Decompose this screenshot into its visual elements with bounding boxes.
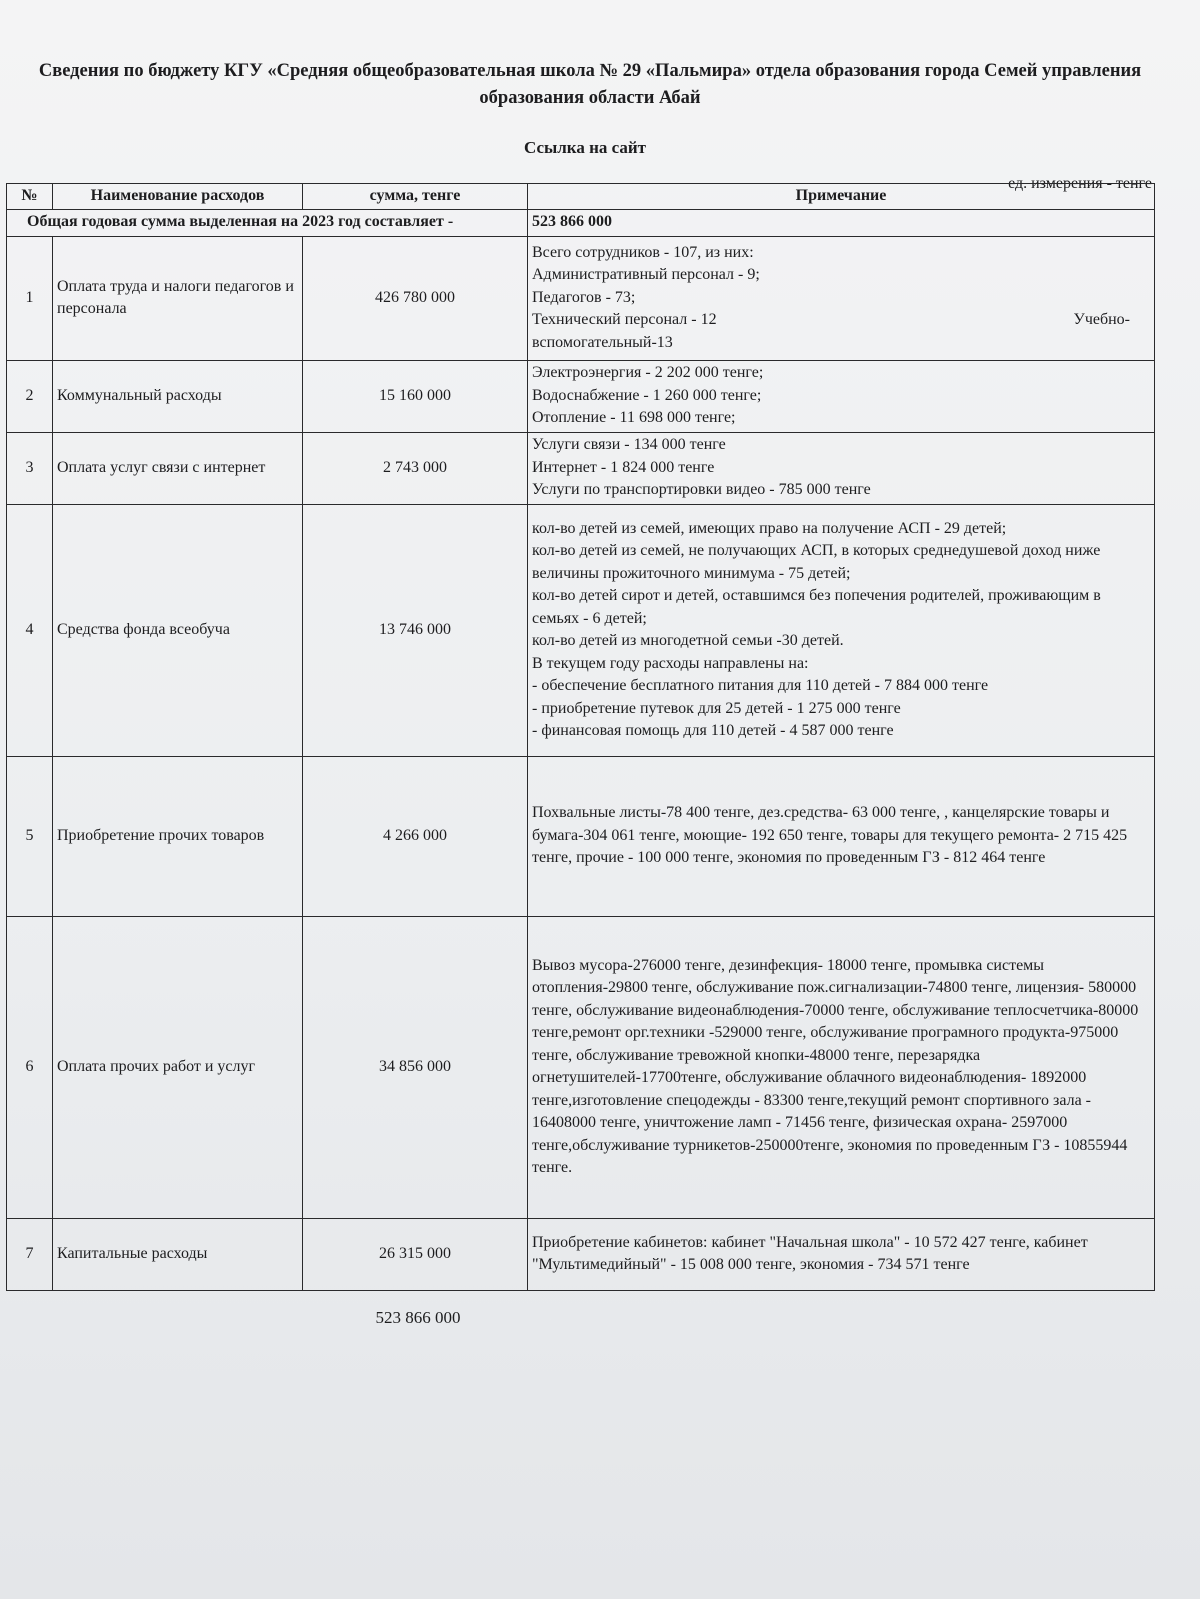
note-line: Вывоз мусора-276000 тенге, дезинфекция- 18000 тенге, промывка системы отопления-29800 тенге, обслуживание пож.сигнализации-74800 тенге, лицензия- 580000 тенге, обслуживание видеонаблюдения-70000 тенге, обслуживание теплосчетчика-80000 тенге,ремонт орг.техники -529000 тенге, обслуживание програмного продукта-975000 тенге, обслуживание тревожной кнопки-48000 тенге, перезарядка огнетушителей-17700тенге, обслуживание облачного видеонаблюдения- 1892000 тенге,изготовление спецодежды - 83300 тенге,текущий ремонт спортивного зала - 16408000 тенге, уничтожение ламп - 71456 тенге, физическая охрана- 2597000 тенге,обслуживание турникетов-250000тенге, экономия по проведенным ГЗ - 10855944 тенге. xyxy=(532,956,1139,1176)
note-line: - финансовая помощь для 110 детей - 4 587 000 тенге xyxy=(532,722,894,739)
note-line: Отопление - 11 698 000 тенге; xyxy=(532,409,736,427)
row-amount: 426 780 000 xyxy=(303,236,528,360)
row-note xyxy=(528,360,1155,432)
note-line: вспомогательный-13 xyxy=(532,333,673,351)
row-number: 2 xyxy=(7,360,53,432)
table-row xyxy=(7,916,1155,1218)
row-amount: 34 856 000 xyxy=(303,916,528,1218)
total-value: 523 866 000 xyxy=(528,209,1155,236)
note-line: Услуги по транспортировки видео - 785 000 тенге xyxy=(532,481,871,499)
note-line: кол-во детей сирот и детей, оставшимся без попечения родителей, проживающим в семьях - 6 детей; xyxy=(532,587,1101,627)
header-note: Примечание xyxy=(528,184,1155,210)
note-line: Похвальные листы-78 400 тенге, дез.средства- 63 000 тенге, , канцелярские товары и бумага-304 061 тенге, моющие- 192 650 тенге, товары для текущего ремонта- 2 715 425 тенге, прочие - 100 000 тенге, экономия по проведенным ГЗ - 812 464 тенге xyxy=(532,804,1128,867)
row-note xyxy=(528,1218,1155,1290)
total-row xyxy=(7,209,1155,236)
note-line-right: Учебно- xyxy=(1073,311,1130,329)
total-label: Общая годовая сумма выделенная на 2023 год составляет - xyxy=(7,209,528,236)
row-note xyxy=(528,236,1155,360)
note-line: Административный персонал - 9; xyxy=(532,266,760,284)
budget-table xyxy=(6,183,1155,1291)
row-number: 5 xyxy=(7,756,53,916)
row-number: 7 xyxy=(7,1218,53,1290)
header-sum: сумма, тенге xyxy=(303,184,528,210)
table-row xyxy=(7,504,1155,756)
row-expense-name: Оплата услуг связи с интернет xyxy=(53,432,303,504)
row-amount: 15 160 000 xyxy=(303,360,528,432)
note-line: Педагогов - 73; xyxy=(532,288,636,306)
table-row xyxy=(7,1218,1155,1290)
grand-total: 523 866 000 xyxy=(375,1308,461,1327)
note-line: Услуги связи - 134 000 тенге xyxy=(532,436,726,454)
row-number: 1 xyxy=(7,236,53,360)
note-line: Приобретение кабинетов: кабинет "Начальная школа" - 10 572 427 тенге, кабинет "Мультимедийный" - 15 008 000 тенге, экономия - 734 571 тенге xyxy=(532,1233,1088,1273)
row-expense-name: Средства фонда всеобуча xyxy=(53,504,303,756)
row-expense-name: Оплата труда и налоги педагогов и персонала xyxy=(53,236,303,360)
table-header xyxy=(7,184,1155,210)
units-label: ед. измерения - тенге xyxy=(1008,175,1152,192)
row-amount: 13 746 000 xyxy=(303,504,528,756)
row-note xyxy=(528,432,1155,504)
note-line: - приобретение путевок для 25 детей - 1 275 000 тенге xyxy=(532,699,901,717)
note-line-text: Технический персонал - 12 xyxy=(532,311,717,329)
budget-rows xyxy=(7,236,1155,1290)
row-note xyxy=(528,504,1155,756)
row-amount: 2 743 000 xyxy=(303,432,528,504)
note-line: кол-во детей из семей, не получающих АСП, в которых среднедушевой доход ниже величины прожиточного минимума - 75 детей; xyxy=(532,542,1101,582)
note-line: В текущем году расходы направлены на: xyxy=(532,654,809,672)
site-link[interactable]: Ссылка на сайт xyxy=(523,138,647,157)
note-line: кол-во детей из многодетной семьи -30 детей. xyxy=(532,632,844,649)
row-expense-name: Коммунальный расходы xyxy=(53,360,303,432)
note-line: - обеспечение бесплатного питания для 110 детей - 7 884 000 тенге xyxy=(532,677,989,694)
row-number: 4 xyxy=(7,504,53,756)
row-number: 3 xyxy=(7,432,53,504)
table-row xyxy=(7,432,1155,504)
row-expense-name: Оплата прочих работ и услуг xyxy=(53,916,303,1218)
note-line: Водоснабжение - 1 260 000 тенге; xyxy=(532,386,762,404)
note-line: Всего сотрудников - 107, из них: xyxy=(532,243,754,261)
row-amount: 26 315 000 xyxy=(303,1218,528,1290)
note-line xyxy=(532,309,1150,332)
table-row xyxy=(7,360,1155,432)
note-line: кол-во детей из семей, имеющих право на получение АСП - 29 детей; xyxy=(532,519,1007,537)
row-expense-name: Приобретение прочих товаров xyxy=(53,756,303,916)
document-title: Сведения по бюджету КГУ «Средняя общеобразовательная школа № 29 «Пальмира» отдела образования города Семей управления образования области Абай xyxy=(38,61,1142,108)
row-note xyxy=(528,756,1155,916)
row-amount: 4 266 000 xyxy=(303,756,528,916)
table-row xyxy=(7,756,1155,916)
row-expense-name: Капитальные расходы xyxy=(53,1218,303,1290)
header-num: № xyxy=(7,184,53,210)
row-note xyxy=(528,916,1155,1218)
header-name: Наименование расходов xyxy=(53,184,303,210)
table-row xyxy=(7,236,1155,360)
row-number: 6 xyxy=(7,916,53,1218)
note-line: Электроэнергия - 2 202 000 тенге; xyxy=(532,364,764,382)
note-line: Интернет - 1 824 000 тенге xyxy=(532,458,715,476)
